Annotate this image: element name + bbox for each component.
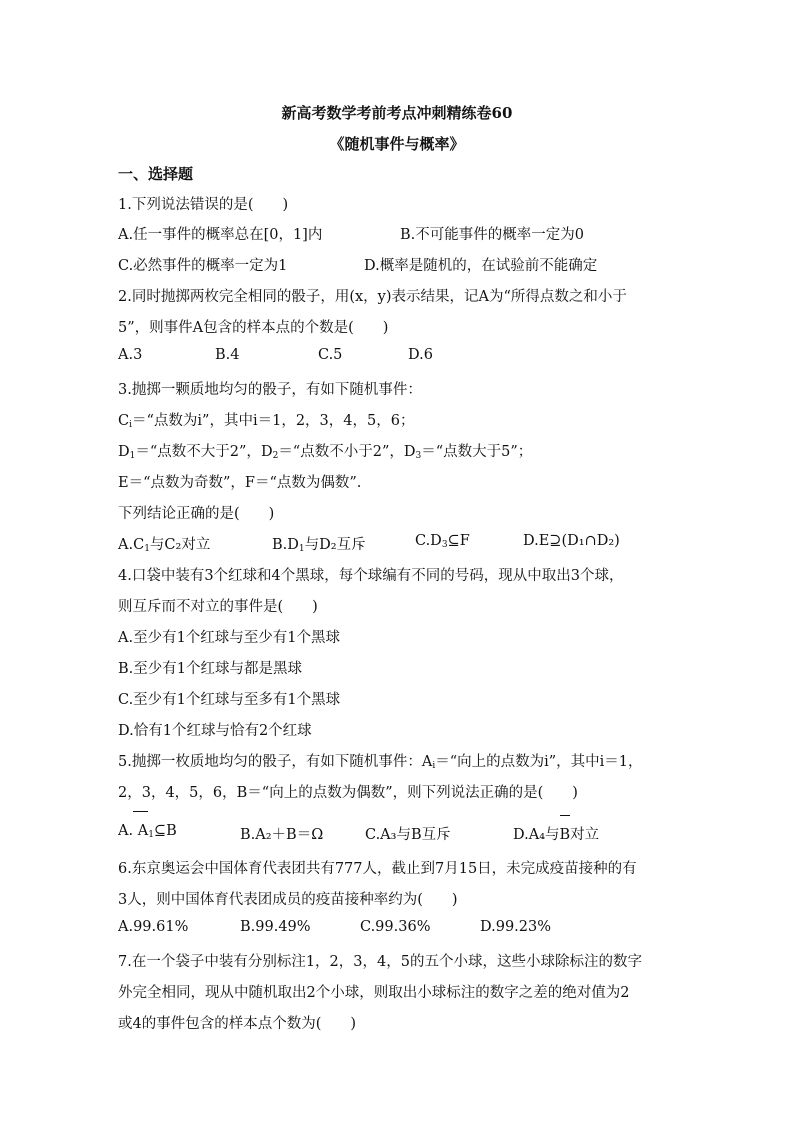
q5-option-d: D.A₄与B对立	[513, 827, 600, 843]
q7-stem-line2: 外完全相同，现从中随机取出2个小球，则取出小球标注的数字之差的绝对值为2	[118, 985, 630, 1001]
page-subtitle: 《随机事件与概率》	[329, 135, 465, 153]
q3-event-c: $C_i=“$点数为i”，其中i＝1，2，3，4，5，6；	[118, 413, 415, 430]
q2-option-b: B.4	[215, 347, 240, 363]
q6-stem-line1: 6.东京奥运会中国体育代表团共有777人，截止到7月15日，未完成疫苗接种的有	[118, 861, 637, 877]
q4-option-d: D.恰有1个红球与恰有2个红球	[118, 723, 312, 739]
q3-option-a: $A.C_1$与C₂对立	[118, 537, 211, 554]
q3-option-c: $C.D_3⊆F$	[415, 533, 470, 550]
q7-stem-line3: 或4的事件包含的样本点个数为( )	[118, 1016, 357, 1032]
q2-option-d: D.6	[408, 347, 433, 363]
q3-ask: 下列结论正确的是( )	[118, 506, 275, 522]
q6-option-a: A.99.61%	[118, 919, 189, 935]
q6-option-c: C.99.36%	[360, 919, 431, 935]
q6-option-d: D.99.23%	[480, 919, 552, 935]
q4-option-b: B.至少有1个红球与都是黑球	[118, 661, 302, 677]
q3-option-b: $B.D_1$与D₂互斥	[272, 537, 366, 554]
q2-stem-line2: 5”，则事件A包含的样本点的个数是( )	[118, 320, 389, 336]
q6-stem-line2: 3人，则中国体育代表团成员的疫苗接种率约为( )	[118, 892, 458, 908]
q1-option-b: B.不可能事件的概率一定为0	[400, 227, 584, 243]
q5-option-a: A. $A_1⊆B$	[118, 823, 177, 840]
q4-stem-line1: 4.口袋中装有3个红球和4个黑球，每个球编有不同的号码，现从中取出3个球，	[118, 568, 624, 584]
q1-option-c: C.必然事件的概率一定为1	[118, 258, 288, 274]
q4-stem-line2: 则互斥而不对立的事件是( )	[118, 599, 318, 615]
q1-option-d: D.概率是随机的，在试验前不能确定	[364, 258, 598, 274]
overline-b: B	[559, 827, 571, 843]
q1-stem: 1.下列说法错误的是( )	[118, 197, 289, 213]
q4-option-a: A.至少有1个红球与至少有1个黑球	[118, 630, 341, 646]
q4-option-c: C.至少有1个红球与至多有1个黑球	[118, 692, 341, 708]
q2-option-c: C.5	[318, 347, 343, 363]
q3-stem: 3.抛掷一颗质地均匀的骰子，有如下随机事件：	[118, 382, 422, 398]
q6-option-b: B.99.49%	[240, 919, 311, 935]
overline-a: A	[133, 823, 149, 839]
q5-option-c: C.A₃与B互斥	[365, 827, 451, 843]
q2-stem-line1: 2.同时抛掷两枚完全相同的骰子，用(x，y)表示结果，记A为“所得点数之和小于	[118, 289, 627, 305]
q3-option-d: D.E⊇(D₁∩D₂)	[523, 533, 620, 549]
q5-option-b: B.A₂＋B＝Ω	[240, 827, 324, 843]
q2-option-a: A.3	[118, 347, 143, 363]
page-title: 新高考数学考前考点冲刺精练卷60	[281, 104, 513, 122]
q5-stem-line1: 5.抛掷一枚质地均匀的骰子，有如下随机事件：$A_i=“$向上的点数为i”，其中i＝1，	[118, 754, 643, 771]
q1-option-a: A.任一事件的概率总在[0，1]内	[118, 227, 323, 243]
q7-stem-line1: 7.在一个袋子中装有分别标注1，2，3，4，5的五个小球，这些小球除标注的数字	[118, 954, 642, 970]
section-heading: 一、选择题	[118, 165, 194, 183]
q5-stem-line2: 2，3，4，5，6，B＝“向上的点数为偶数”，则下列说法正确的是( )	[118, 785, 578, 801]
q3-event-d: $D_1=“$点数不大于2”，$D_2=“$点数不小于2”，$D_3=“$点数大于5”；	[118, 444, 533, 461]
q3-event-ef: E＝“点数为奇数”，F＝“点数为偶数”.	[118, 475, 362, 491]
